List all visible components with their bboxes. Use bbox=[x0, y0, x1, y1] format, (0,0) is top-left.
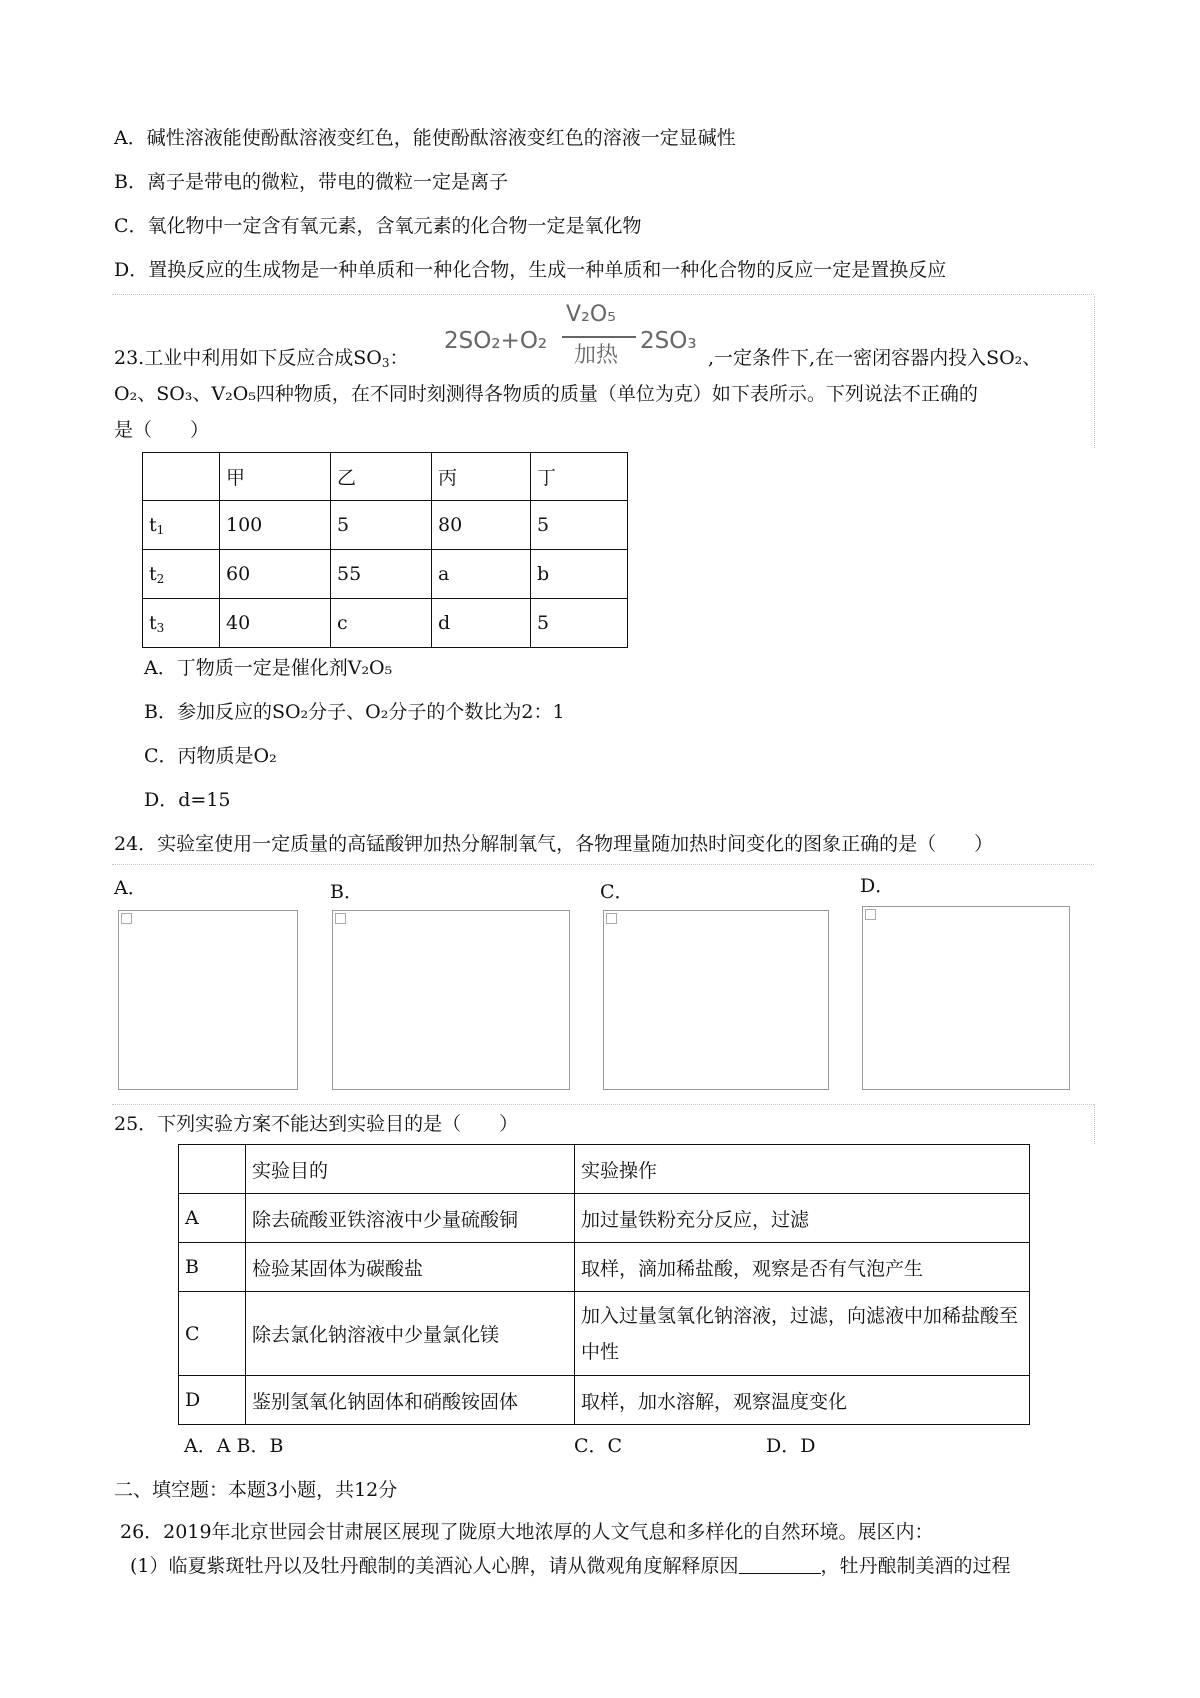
table-cell: 40 bbox=[220, 599, 331, 648]
table-header-cell bbox=[179, 1145, 246, 1194]
q24-label-c: C． bbox=[600, 881, 634, 903]
q24-label-a: A． bbox=[114, 877, 147, 899]
table-cell: 80 bbox=[432, 501, 531, 550]
equation-catalyst: V₂O₅ bbox=[566, 302, 617, 327]
table-cell: A bbox=[179, 1194, 246, 1243]
q23-stem-line1-tail: ,一定条件下,在一密闭容器内投入SO₂、 bbox=[708, 347, 1042, 369]
table-header-cell: 丙 bbox=[432, 453, 531, 501]
table-cell: 取样，滴加稀盐酸，观察是否有气泡产生 bbox=[575, 1243, 1030, 1292]
table-row bbox=[179, 1194, 1030, 1243]
table-cell: 除去硫酸亚铁溶液中少量硫酸铜 bbox=[246, 1194, 575, 1243]
table-cell: 55 bbox=[331, 550, 432, 599]
q23-mass-table bbox=[142, 452, 628, 648]
table-header-cell: 丁 bbox=[531, 453, 628, 501]
q25-options-ab: A．A B．B bbox=[184, 1435, 284, 1457]
q26-stem: 26．2019年北京世园会甘肃展区展现了陇原大地浓厚的人文气息和多样化的自然环境。展区内： bbox=[120, 1521, 934, 1543]
q22-option-b: B．离子是带电的微粒，带电的微粒一定是离子 bbox=[114, 171, 508, 193]
table-row bbox=[143, 501, 628, 550]
q22-option-a: A．碱性溶液能使酚酞溶液变红色，能使酚酞溶液变红色的溶液一定显碱性 bbox=[114, 127, 736, 149]
broken-image-icon bbox=[606, 913, 617, 924]
table-cell: a bbox=[432, 550, 531, 599]
broken-image-icon bbox=[121, 913, 132, 924]
q24-graph-a bbox=[118, 910, 298, 1090]
q25-stem: 25．下列实验方案不能达到实验目的是（ ） bbox=[114, 1113, 519, 1135]
table-cell: 100 bbox=[220, 501, 331, 550]
table-cell: b bbox=[531, 550, 628, 599]
equation-products: 2SO₃ bbox=[640, 328, 697, 354]
table-cell: 取样，加水溶解，观察温度变化 bbox=[575, 1376, 1030, 1425]
q25-option-c: C．C bbox=[574, 1435, 623, 1457]
broken-image-icon bbox=[335, 913, 346, 924]
divider bbox=[112, 864, 1094, 865]
table-row bbox=[179, 1292, 1030, 1376]
table-row bbox=[143, 599, 628, 648]
q23-stem-line1: 23.工业中利用如下反应合成$SO_3$： bbox=[114, 347, 409, 370]
equation-reactants: 2SO₂+O₂ bbox=[444, 328, 548, 354]
q24-label-b: B． bbox=[330, 881, 363, 903]
divider bbox=[1094, 1104, 1095, 1144]
divider bbox=[112, 1104, 1094, 1105]
answer-blank[interactable] bbox=[739, 1555, 821, 1574]
time-label: $t_3$ bbox=[143, 599, 220, 648]
table-row bbox=[179, 1243, 1030, 1292]
q23-option-a: A．丁物质一定是催化剂V₂O₅ bbox=[144, 657, 393, 679]
table-cell: 60 bbox=[220, 550, 331, 599]
table-header-cell: 实验操作 bbox=[575, 1145, 1030, 1194]
table-header-cell: 乙 bbox=[331, 453, 432, 501]
q24-graph-b bbox=[332, 910, 570, 1090]
table-header-cell: 甲 bbox=[220, 453, 331, 501]
q23-option-d: D．d=15 bbox=[144, 789, 231, 811]
q22-option-c: C．氧化物中一定含有氧元素，含氧元素的化合物一定是氧化物 bbox=[114, 215, 642, 237]
table-cell: B bbox=[179, 1243, 246, 1292]
table-cell: 5 bbox=[531, 501, 628, 550]
table-cell: 检验某固体为碳酸盐 bbox=[246, 1243, 575, 1292]
table-cell: 鉴别氢氧化钠固体和硝酸铵固体 bbox=[246, 1376, 575, 1425]
q25-experiment-table bbox=[178, 1144, 1030, 1425]
table-header-cell bbox=[143, 453, 220, 501]
q22-option-d: D．置换反应的生成物是一种单质和一种化合物，生成一种单质和一种化合物的反应一定是置换反应 bbox=[114, 259, 947, 281]
equation-condition: 加热 bbox=[574, 343, 619, 368]
table-row bbox=[179, 1376, 1030, 1425]
table-cell: 5 bbox=[331, 501, 432, 550]
table-cell: d bbox=[432, 599, 531, 648]
q26-part1: (1）临夏紫斑牡丹以及牡丹酿制的美酒沁人心脾，请从微观角度解释原因 ，牡丹酿制美酒的过程 bbox=[130, 1555, 1011, 1577]
q23-option-c: C．丙物质是O₂ bbox=[144, 745, 277, 767]
q24-stem: 24．实验室使用一定质量的高锰酸钾加热分解制氧气，各物理量随加热时间变化的图象正确的是（ ） bbox=[114, 833, 994, 855]
q25-option-d: D．D bbox=[766, 1435, 816, 1457]
divider bbox=[1094, 296, 1095, 448]
q24-graph-d bbox=[862, 906, 1070, 1090]
table-cell: c bbox=[331, 599, 432, 648]
section-heading: 二、填空题：本题3小题，共12分 bbox=[114, 1479, 398, 1501]
time-label: $t_2$ bbox=[143, 550, 220, 599]
q23-stem-line2: O₂、SO₃、V₂O₅四种物质，在不同时刻测得各物质的质量（单位为克）如下表所示。下列说法不正确的 bbox=[114, 383, 978, 405]
table-cell: 加过量铁粉充分反应，过滤 bbox=[575, 1194, 1030, 1243]
q24-label-d: D． bbox=[860, 875, 895, 897]
table-header-cell: 实验目的 bbox=[246, 1145, 575, 1194]
divider bbox=[112, 294, 1094, 295]
table-cell: D bbox=[179, 1376, 246, 1425]
broken-image-icon bbox=[865, 909, 876, 920]
table-cell: C bbox=[179, 1292, 246, 1376]
table-cell: 加入过量氢氧化钠溶液，过滤，向滤液中加稀盐酸至中性 bbox=[575, 1292, 1030, 1376]
q23-option-b: B．参加反应的SO₂分子、O₂分子的个数比为2：1 bbox=[144, 701, 565, 723]
q24-graph-c bbox=[603, 910, 829, 1090]
table-cell: 除去氯化钠溶液中少量氯化镁 bbox=[246, 1292, 575, 1376]
time-label: $t_1$ bbox=[143, 501, 220, 550]
table-cell: 5 bbox=[531, 599, 628, 648]
q23-stem-line3: 是（ ） bbox=[114, 419, 210, 441]
table-row bbox=[143, 550, 628, 599]
